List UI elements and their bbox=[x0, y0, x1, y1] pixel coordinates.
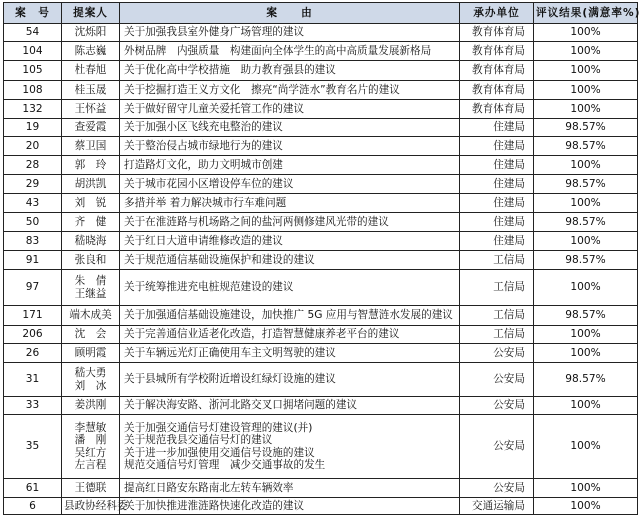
proposer-name: 王继益 bbox=[74, 287, 107, 300]
case-number-cell: 29 bbox=[4, 175, 62, 194]
table-row bbox=[4, 61, 638, 81]
proposer-name: 张良和 bbox=[74, 253, 107, 266]
proposer-name: 县政协经科委 bbox=[64, 499, 128, 512]
case-number-cell: 26 bbox=[4, 344, 62, 363]
proposer-name: 嵇大勇 bbox=[74, 367, 107, 379]
case-number-cell: 83 bbox=[4, 232, 62, 251]
table-row bbox=[4, 270, 638, 306]
proposer-cell bbox=[62, 42, 120, 61]
table-row bbox=[4, 232, 638, 251]
case-number-cell: 43 bbox=[4, 194, 62, 213]
subject-text: 关于完善通信业适老化改造，打造智慧健康养老平台的建议 bbox=[124, 328, 400, 341]
satisfaction-rate-cell: 98.57% bbox=[534, 119, 638, 137]
table-row bbox=[4, 326, 638, 344]
proposer-cell bbox=[62, 100, 120, 119]
case-number-cell: 33 bbox=[4, 397, 62, 415]
satisfaction-rate-cell: 100% bbox=[534, 81, 638, 100]
proposer-cell bbox=[62, 232, 120, 251]
subject-cell bbox=[120, 326, 460, 344]
proposer-cell bbox=[62, 119, 120, 137]
handling-unit-cell: 住建局 bbox=[460, 119, 534, 137]
subject-cell bbox=[120, 344, 460, 363]
subject-cell bbox=[120, 42, 460, 61]
proposer-cell bbox=[62, 270, 120, 306]
subject-cell bbox=[120, 61, 460, 81]
handling-unit-cell: 工信局 bbox=[460, 270, 534, 306]
table-row bbox=[4, 213, 638, 232]
table-row bbox=[4, 119, 638, 137]
satisfaction-rate-cell: 100% bbox=[534, 156, 638, 175]
table-row bbox=[4, 24, 638, 42]
satisfaction-rate-cell: 98.57% bbox=[534, 251, 638, 270]
handling-unit-cell: 公安局 bbox=[460, 344, 534, 363]
proposer-cell bbox=[62, 61, 120, 81]
proposer-name: 嵇晓海 bbox=[74, 234, 107, 247]
proposer-cell bbox=[62, 175, 120, 194]
header-proposer: 提案人 bbox=[62, 3, 120, 24]
table-row bbox=[4, 397, 638, 415]
proposer-cell bbox=[62, 415, 120, 479]
subject-text: 关于城市花园小区增设停车位的建议 bbox=[124, 177, 294, 190]
case-number-cell: 6 bbox=[4, 498, 62, 515]
satisfaction-rate-cell: 100% bbox=[534, 326, 638, 344]
table-row bbox=[4, 175, 638, 194]
table-header-row bbox=[4, 3, 638, 24]
subject-cell bbox=[120, 251, 460, 270]
proposer-name: 吴红方 bbox=[74, 446, 107, 459]
subject-text: 关于进一步加强使用交通信号设施的建议 bbox=[124, 446, 315, 459]
case-number-cell: 28 bbox=[4, 156, 62, 175]
proposer-cell bbox=[62, 344, 120, 363]
proposer-name: 胡洪凯 bbox=[74, 177, 107, 190]
proposer-cell bbox=[62, 251, 120, 270]
subject-cell bbox=[120, 194, 460, 213]
proposer-name: 杜春旭 bbox=[74, 64, 107, 77]
handling-unit-cell: 公安局 bbox=[460, 415, 534, 479]
subject-cell bbox=[120, 24, 460, 42]
proposer-cell bbox=[62, 397, 120, 415]
table-row bbox=[4, 137, 638, 156]
subject-cell bbox=[120, 156, 460, 175]
satisfaction-rate-cell: 100% bbox=[534, 61, 638, 81]
proposer-name: 齐 健 bbox=[74, 215, 107, 228]
case-number-cell: 61 bbox=[4, 479, 62, 498]
satisfaction-rate-cell: 98.57% bbox=[534, 175, 638, 194]
proposer-name: 王德联 bbox=[74, 481, 107, 494]
subject-text: 关于加强我县室外健身广场管理的建议 bbox=[124, 26, 305, 39]
header-handling-unit: 承办单位 bbox=[460, 3, 534, 24]
table-row bbox=[4, 479, 638, 498]
subject-text: 关于规范通信基础设施保护和建设的建议 bbox=[124, 253, 315, 266]
proposer-name: 刘 锐 bbox=[74, 196, 107, 209]
header-evaluation-result: 评议结果(满意率%) bbox=[534, 3, 638, 24]
proposer-name: 王怀益 bbox=[74, 102, 107, 115]
table-row bbox=[4, 100, 638, 119]
subject-cell bbox=[120, 232, 460, 251]
case-number-cell: 54 bbox=[4, 24, 62, 42]
table-row bbox=[4, 194, 638, 213]
handling-unit-cell: 教育体育局 bbox=[460, 42, 534, 61]
subject-text: 外树品牌 内强质量 构建面向全体学生的高中高质量发展新格局 bbox=[124, 44, 432, 57]
proposer-name: 顾明霞 bbox=[74, 346, 107, 359]
subject-cell bbox=[120, 137, 460, 156]
proposer-name: 左言程 bbox=[74, 459, 107, 471]
proposer-cell bbox=[62, 137, 120, 156]
subject-cell bbox=[120, 213, 460, 232]
proposer-name: 郭 玲 bbox=[74, 158, 107, 171]
subject-text: 多措并举 着力解决城市行车难问题 bbox=[124, 196, 287, 209]
satisfaction-rate-cell: 100% bbox=[534, 415, 638, 479]
case-number-cell: 104 bbox=[4, 42, 62, 61]
subject-cell bbox=[120, 119, 460, 137]
subject-text: 关于统筹推进充电桩规范建设的建议 bbox=[124, 281, 294, 294]
proposer-name: 沈烁阳 bbox=[74, 26, 107, 39]
subject-text: 关于车辆远光灯正确使用车主文明驾驶的建议 bbox=[124, 346, 336, 359]
case-number-cell: 20 bbox=[4, 137, 62, 156]
proposer-cell bbox=[62, 306, 120, 326]
satisfaction-rate-cell: 100% bbox=[534, 397, 638, 415]
satisfaction-rate-cell: 98.57% bbox=[534, 137, 638, 156]
satisfaction-rate-cell: 100% bbox=[534, 344, 638, 363]
proposer-name: 端木成美 bbox=[69, 309, 112, 322]
subject-text: 关于做好留守儿童关爱托管工作的建议 bbox=[124, 102, 305, 115]
satisfaction-rate-cell: 100% bbox=[534, 100, 638, 119]
handling-unit-cell: 住建局 bbox=[460, 137, 534, 156]
subject-text: 规范交通信号灯管理 减少交通事故的发生 bbox=[124, 459, 326, 471]
proposer-name: 查爱霞 bbox=[74, 121, 107, 134]
proposer-cell bbox=[62, 326, 120, 344]
satisfaction-rate-cell: 100% bbox=[534, 232, 638, 251]
subject-cell bbox=[120, 306, 460, 326]
satisfaction-rate-cell: 100% bbox=[534, 194, 638, 213]
subject-text: 关于挖掘打造王义方文化 擦亮“尚学涟水”教育名片的建议 bbox=[124, 83, 400, 96]
subject-text: 打造路灯文化，助力文明城市创建 bbox=[124, 158, 283, 171]
case-number-cell: 108 bbox=[4, 81, 62, 100]
proposer-cell bbox=[62, 194, 120, 213]
proposer-cell bbox=[62, 479, 120, 498]
handling-unit-cell: 住建局 bbox=[460, 232, 534, 251]
proposer-cell bbox=[62, 363, 120, 397]
case-number-cell: 91 bbox=[4, 251, 62, 270]
proposer-name: 李慧敏 bbox=[74, 421, 107, 434]
table-row bbox=[4, 42, 638, 61]
handling-unit-cell: 交通运输局 bbox=[460, 498, 534, 515]
subject-text: 关于整治侵占城市绿地行为的建议 bbox=[124, 139, 283, 152]
proposer-name: 蔡卫国 bbox=[74, 139, 107, 152]
handling-unit-cell: 工信局 bbox=[460, 306, 534, 326]
subject-cell bbox=[120, 498, 460, 515]
subject-cell bbox=[120, 363, 460, 397]
subject-text: 关于红日大道申请维修改造的建议 bbox=[124, 234, 283, 247]
subject-text: 关于加强交通信号灯建设管理的建议(并) bbox=[124, 421, 313, 434]
proposer-name: 刘 冰 bbox=[74, 379, 107, 392]
table-row bbox=[4, 363, 638, 397]
handling-unit-cell: 教育体育局 bbox=[460, 100, 534, 119]
handling-unit-cell: 教育体育局 bbox=[460, 61, 534, 81]
handling-unit-cell: 教育体育局 bbox=[460, 24, 534, 42]
handling-unit-cell: 教育体育局 bbox=[460, 81, 534, 100]
case-number-cell: 171 bbox=[4, 306, 62, 326]
case-number-cell: 105 bbox=[4, 61, 62, 81]
proposal-evaluation-table bbox=[3, 2, 638, 515]
handling-unit-cell: 公安局 bbox=[460, 363, 534, 397]
header-case-number: 案 号 bbox=[4, 3, 62, 24]
case-number-cell: 50 bbox=[4, 213, 62, 232]
handling-unit-cell: 工信局 bbox=[460, 326, 534, 344]
handling-unit-cell: 住建局 bbox=[460, 194, 534, 213]
case-number-cell: 206 bbox=[4, 326, 62, 344]
case-number-cell: 132 bbox=[4, 100, 62, 119]
handling-unit-cell: 工信局 bbox=[460, 251, 534, 270]
satisfaction-rate-cell: 100% bbox=[534, 498, 638, 515]
handling-unit-cell: 住建局 bbox=[460, 156, 534, 175]
table-row bbox=[4, 498, 638, 515]
header-subject: 案 由 bbox=[120, 3, 460, 24]
subject-text: 提高红日路安东路南北左转车辆效率 bbox=[124, 481, 294, 494]
subject-cell bbox=[120, 397, 460, 415]
subject-text: 关于加强通信基础设施建设，加快推广 5G 应用与智慧涟水发展的建议 bbox=[124, 309, 453, 322]
proposer-cell bbox=[62, 156, 120, 175]
subject-cell bbox=[120, 270, 460, 306]
satisfaction-rate-cell: 100% bbox=[534, 24, 638, 42]
handling-unit-cell: 公安局 bbox=[460, 479, 534, 498]
table-row bbox=[4, 81, 638, 100]
subject-text: 关于在淮涟路与机场路之间的盐河两侧修建风光带的建议 bbox=[124, 215, 389, 228]
satisfaction-rate-cell: 100% bbox=[534, 270, 638, 306]
subject-text: 关于规范我县交通信号灯的建议 bbox=[124, 434, 273, 446]
subject-cell bbox=[120, 175, 460, 194]
table-row bbox=[4, 251, 638, 270]
table-body bbox=[4, 24, 638, 515]
table-row bbox=[4, 415, 638, 479]
table-row bbox=[4, 344, 638, 363]
satisfaction-rate-cell: 100% bbox=[534, 479, 638, 498]
case-number-cell: 31 bbox=[4, 363, 62, 397]
proposer-cell bbox=[62, 24, 120, 42]
proposer-name: 朱 倩 bbox=[74, 275, 107, 287]
satisfaction-rate-cell: 98.57% bbox=[534, 363, 638, 397]
subject-text: 关于加强小区飞线充电整治的建议 bbox=[124, 121, 283, 134]
subject-cell bbox=[120, 479, 460, 498]
table-row bbox=[4, 156, 638, 175]
proposer-name: 潘 刚 bbox=[74, 434, 107, 446]
case-number-cell: 19 bbox=[4, 119, 62, 137]
satisfaction-rate-cell: 100% bbox=[534, 42, 638, 61]
handling-unit-cell: 住建局 bbox=[460, 175, 534, 194]
handling-unit-cell: 公安局 bbox=[460, 397, 534, 415]
subject-cell bbox=[120, 415, 460, 479]
proposer-name: 沈 会 bbox=[74, 328, 107, 341]
subject-text: 关于加快推进淮涟路快速化改造的建议 bbox=[124, 499, 305, 512]
subject-text: 关于解决海安路、浙河北路交叉口拥堵问题的建议 bbox=[124, 399, 358, 412]
satisfaction-rate-cell: 98.57% bbox=[534, 306, 638, 326]
proposer-cell bbox=[62, 81, 120, 100]
subject-cell bbox=[120, 100, 460, 119]
subject-cell bbox=[120, 81, 460, 100]
case-number-cell: 97 bbox=[4, 270, 62, 306]
handling-unit-cell: 住建局 bbox=[460, 213, 534, 232]
satisfaction-rate-cell: 98.57% bbox=[534, 213, 638, 232]
proposer-cell bbox=[62, 213, 120, 232]
proposer-cell bbox=[62, 498, 128, 515]
case-number-cell: 35 bbox=[4, 415, 62, 479]
proposer-name: 陈志巍 bbox=[74, 44, 107, 57]
subject-text: 关于县城所有学校附近增设红绿灯设施的建议 bbox=[124, 373, 336, 386]
proposer-name: 姜洪刚 bbox=[74, 399, 107, 412]
subject-text: 关于优化高中学校措施 助力教育强县的建议 bbox=[124, 64, 336, 77]
proposer-name: 桂玉晟 bbox=[74, 83, 107, 96]
table-row bbox=[4, 306, 638, 326]
